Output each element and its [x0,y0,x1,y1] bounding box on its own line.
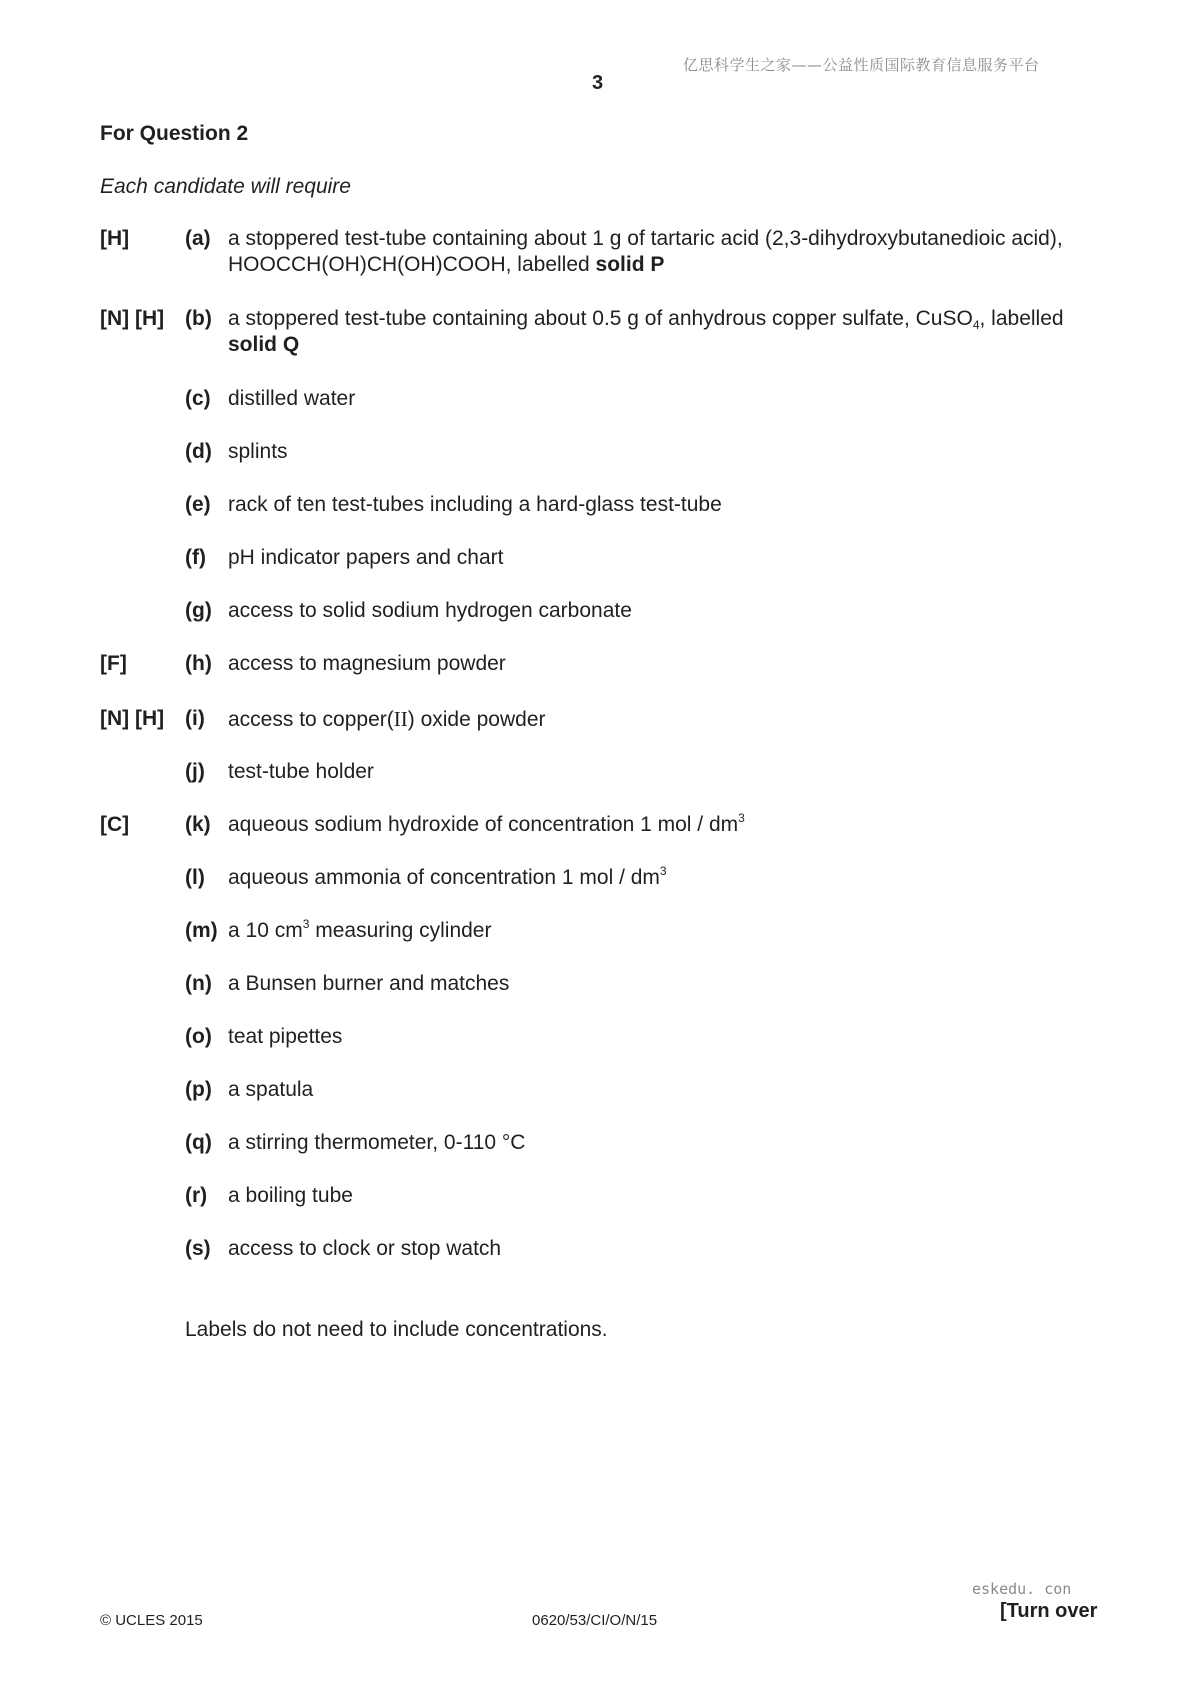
item-text: access to copper(II) oxide powder [228,707,546,731]
item-tag: [H] [100,227,130,250]
item-tag: [N] [H] [100,307,165,330]
note-text: Labels do not need to include concentrations. [185,1318,608,1341]
item-text: teat pipettes [228,1025,343,1048]
item-text: a stoppered test-tube containing about 1 g of tartaric acid (2,3-dihydroxybutanedioic acid), HOOCCH(OH)CH(OH)COOH, labelled solid P [228,227,1063,276]
item-letter: (e) [185,493,211,516]
item-letter: (k) [185,813,211,836]
item-letter: (h) [185,652,212,675]
item-letter: (b) [185,307,212,330]
item-text: a boiling tube [228,1184,353,1207]
item-letter: (s) [185,1237,211,1260]
item-text: a stirring thermometer, 0-110 °C [228,1131,526,1154]
item-letter: (i) [185,707,205,730]
item-text: rack of ten test-tubes including a hard-glass test-tube [228,493,722,516]
item-letter: (p) [185,1078,212,1101]
item-letter: (j) [185,760,205,783]
item-text: a stoppered test-tube containing about 0.5 g of anhydrous copper sulfate, CuSO$_4$, labelled solid Q [228,307,1064,356]
item-tag: [F] [100,652,127,675]
item-letter: (g) [185,599,212,622]
question-heading: For Question 2 [100,122,249,145]
item-letter: (a) [185,227,211,250]
item-tag: [C] [100,813,130,836]
copyright-text: © UCLES 2015 [100,1612,203,1629]
item-letter: (f) [185,546,206,569]
item-letter: (m) [185,919,218,942]
item-text: test-tube holder [228,760,374,783]
item-text: distilled water [228,387,356,410]
item-text: a Bunsen burner and matches [228,972,510,995]
item-letter: (d) [185,440,212,463]
item-letter: (l) [185,866,205,889]
item-text: access to clock or stop watch [228,1237,502,1260]
paper-code: 0620/53/CI/O/N/15 [532,1612,658,1629]
item-tag: [N] [H] [100,707,165,730]
item-text: access to magnesium powder [228,652,506,675]
item-letter: (n) [185,972,212,995]
item-letter: (c) [185,387,211,410]
item-text: splints [228,440,288,463]
turn-over-label: [Turn over [1000,1600,1098,1622]
item-letter: (r) [185,1184,208,1207]
item-text: a spatula [228,1078,314,1101]
item-text: pH indicator papers and chart [228,546,504,569]
watermark-text: 亿思科学生之家——公益性质国际教育信息服务平台 [683,56,1040,74]
page-number: 3 [592,72,604,94]
item-text: aqueous ammonia of concentration 1 mol / $dm^3$ [228,864,667,889]
item-text: aqueous sodium hydroxide of concentration 1 mol / $dm^3$ [228,811,745,836]
item-text: a 10 $cm^3$ measuring cylinder [228,917,492,942]
item-letter: (q) [185,1131,212,1154]
requirements-intro: Each candidate will require [100,175,351,198]
site-watermark: eskedu. con [972,1580,1072,1598]
item-letter: (o) [185,1025,212,1048]
item-text: access to solid sodium hydrogen carbonate [228,599,632,622]
